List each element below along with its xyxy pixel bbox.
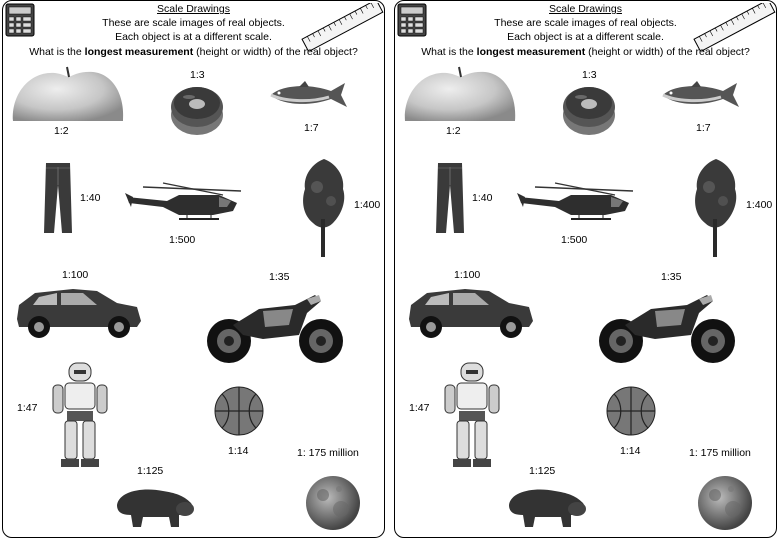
worksheet-title: Scale Drawings (157, 3, 230, 15)
scale-label-robot: 1:47 (17, 402, 38, 414)
worksheet-title: Scale Drawings (549, 3, 622, 15)
tuna-fish-image (269, 79, 355, 111)
scale-label-helicopter: 1:500 (169, 234, 196, 246)
scale-label-tuna-fish: 1:7 (304, 122, 319, 134)
scale-label-apple: 1:2 (446, 125, 461, 137)
scale-label-tree: 1:400 (354, 199, 381, 211)
scale-label-motorcycle: 1:35 (269, 271, 290, 283)
moon-image (303, 475, 363, 531)
motorcycle-image (595, 291, 739, 367)
suv-car-image (405, 285, 535, 339)
scale-label-hippo: 1:125 (137, 465, 164, 477)
scale-label-tree: 1:400 (746, 199, 773, 211)
doughnut-image (169, 83, 225, 137)
scale-label-moon: 1: 175 million (689, 447, 751, 459)
scale-label-suv-car: 1:100 (454, 269, 481, 281)
scale-label-basketball: 1:14 (620, 445, 641, 457)
intro-line-1: These are scale images of real objects. (494, 17, 677, 29)
hippo-image (113, 481, 195, 531)
robot-image (49, 361, 111, 469)
intro-line-2: Each object is at a different scale. (507, 31, 664, 43)
tree-image (299, 157, 349, 257)
scale-label-doughnut: 1:3 (582, 69, 597, 81)
scale-label-suv-car: 1:100 (62, 269, 89, 281)
scale-label-tuna-fish: 1:7 (696, 122, 711, 134)
scale-label-motorcycle: 1:35 (661, 271, 682, 283)
motorcycle-image (203, 291, 347, 367)
intro-line-1: These are scale images of real objects. (102, 17, 285, 29)
jeans-image (43, 163, 73, 235)
apple-image (401, 65, 517, 121)
hippo-image (505, 481, 587, 531)
worksheet-card-right (394, 0, 777, 538)
worksheet-card-left (2, 0, 385, 538)
question-line: What is the longest measurement (height or width) of the real object? (421, 46, 750, 58)
suv-car-image (13, 285, 143, 339)
scale-label-robot: 1:47 (409, 402, 430, 414)
question-line: What is the longest measurement (height or width) of the real object? (29, 46, 358, 58)
apple-image (9, 65, 125, 121)
basketball-image (605, 385, 657, 437)
scale-label-jeans: 1:40 (472, 192, 493, 204)
intro-line-2: Each object is at a different scale. (115, 31, 272, 43)
scale-label-apple: 1:2 (54, 125, 69, 137)
doughnut-image (561, 83, 617, 137)
helicopter-image (515, 181, 635, 225)
scale-label-doughnut: 1:3 (190, 69, 205, 81)
basketball-image (213, 385, 265, 437)
scale-label-hippo: 1:125 (529, 465, 556, 477)
jeans-image (435, 163, 465, 235)
scale-label-moon: 1: 175 million (297, 447, 359, 459)
tuna-fish-image (661, 79, 747, 111)
robot-image (441, 361, 503, 469)
helicopter-image (123, 181, 243, 225)
scale-label-helicopter: 1:500 (561, 234, 588, 246)
tree-image (691, 157, 741, 257)
moon-image (695, 475, 755, 531)
scale-label-basketball: 1:14 (228, 445, 249, 457)
scale-label-jeans: 1:40 (80, 192, 101, 204)
